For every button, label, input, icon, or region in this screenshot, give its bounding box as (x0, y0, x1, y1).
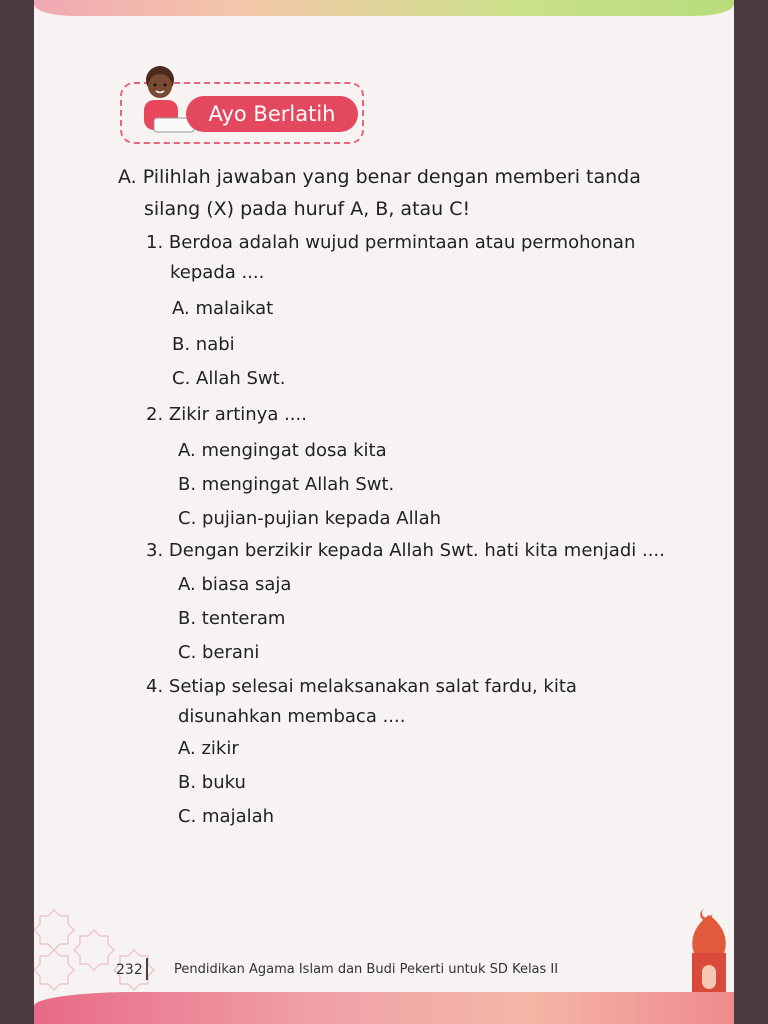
question-1-option-a: A. malaikat (172, 298, 274, 319)
star-pattern (34, 900, 194, 995)
question-2-text: 2. Zikir artinya .... (146, 404, 307, 425)
top-decorative-band (34, 0, 734, 16)
question-2-option-b: B. mengingat Allah Swt. (178, 474, 395, 495)
question-1-option-c: C. Allah Swt. (172, 368, 286, 389)
question-1-text: 1. Berdoa adalah wujud permintaan atau permohonan (146, 232, 636, 253)
question-2-option-a: A. mengingat dosa kita (178, 440, 387, 461)
question-2-option-c: C. pujian-pujian kepada Allah (178, 508, 442, 529)
question-3-option-b: B. tenteram (178, 608, 286, 629)
instruction-line-1: A. Pilihlah jawaban yang benar dengan memberi tanda (118, 166, 641, 188)
question-4-option-a: A. zikir (178, 738, 239, 759)
question-3-text: 3. Dengan berzikir kepada Allah Swt. hati kita menjadi .... (146, 540, 665, 561)
footer-divider (146, 958, 148, 980)
question-3-option-a: A. biasa saja (178, 574, 292, 595)
book-page (34, 0, 734, 1024)
question-1-option-b: B. nabi (172, 334, 235, 355)
question-4-option-b: B. buku (178, 772, 246, 793)
boy-writing-illustration (128, 60, 198, 140)
page-number: 232 (116, 962, 143, 978)
mosque-dome (684, 905, 734, 1000)
instruction-line-2: silang (X) pada huruf A, B, atau C! (144, 198, 471, 220)
bottom-decorative-band (34, 992, 734, 1024)
question-4-text: 4. Setiap selesai melaksanakan salat fardu, kita (146, 676, 577, 697)
book-title: Pendidikan Agama Islam dan Budi Pekerti untuk SD Kelas II (174, 962, 559, 977)
question-1-text-cont: kepada .... (170, 262, 265, 283)
question-4-text-cont: disunahkan membaca .... (178, 706, 406, 727)
question-3-option-c: C. berani (178, 642, 260, 663)
question-4-option-c: C. majalah (178, 806, 275, 827)
section-badge: Ayo Berlatih (186, 96, 358, 132)
